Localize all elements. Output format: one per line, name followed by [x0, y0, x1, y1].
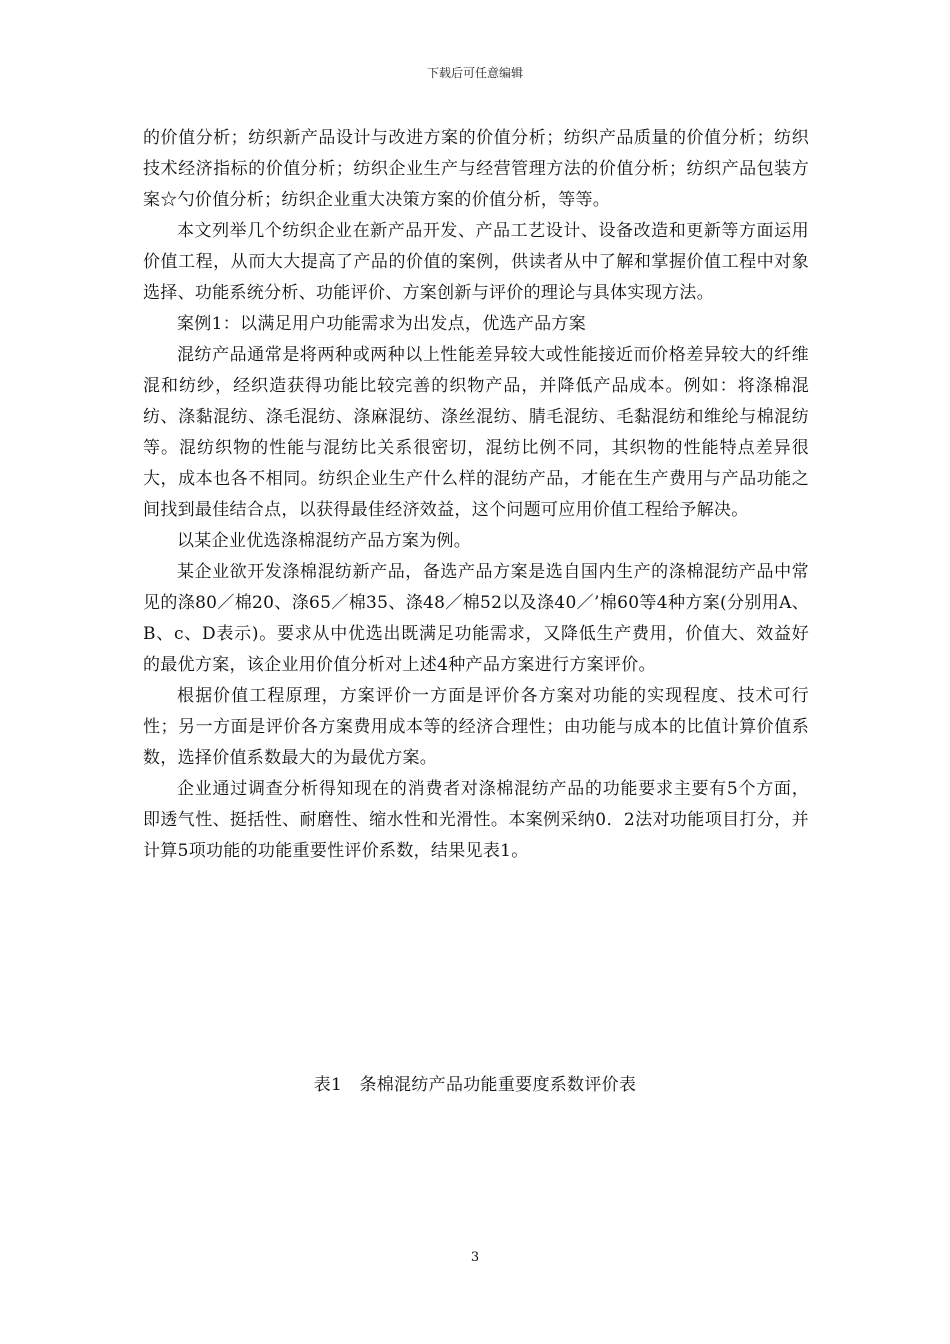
page-number: 3: [470, 1250, 480, 1265]
paragraph-principle: 根据价值工程原理，方案评价一方面是评价各方案对功能的实现程度、技术可行性；另一方面是评价各方案费用成本等的经济合理性；由功能与成本的比值计算价值系数，选择价值系数最大的为最优方案。: [143, 686, 809, 768]
paragraph-intro: 本文列举几个纺织企业在新产品开发、产品工艺设计、设备改造和更新等方面运用价值工程，从而大大提高了产品的价值的案例，供读者从中了解和掌握价值工程中对象选择、功能系统分析、功能评价、方案创新与评价的理论与具体实现方法。: [143, 221, 809, 303]
table-caption: 表1 条棉混纺产品功能重要度系数评价表: [313, 1075, 637, 1095]
paragraph-case-heading: 案例1：以满足用户功能需求为出发点，优选产品方案: [177, 314, 587, 334]
paragraph-survey: 企业通过调查分析得知现在的消费者对涤棉混纺产品的功能要求主要有5个方面，即透气性、挺括性、耐磨性、缩水性和光滑性。本案例采纳0．2法对功能项目打分，并计算5项功能的功能重要性评价系数，结果见表1。: [143, 779, 809, 861]
page-header: 下载后可任意编辑: [426, 66, 523, 80]
paragraph-continuation: 的价值分析；纺织新产品设计与改进方案的价值分析；纺织产品质量的价值分析；纺织技术经济指标的价值分析；纺织企业生产与经营管理方法的价值分析；纺织产品包装方案☆勺价值分析；纺织企业重大决策方案的价值分析，等等。: [143, 128, 809, 210]
paragraph-example: 以某企业优选涤棉混纺产品方案为例。: [177, 531, 472, 551]
paragraph-schemes: 某企业欲开发涤棉混纺新产品，备选产品方案是选自国内生产的涤棉混纺产品中常见的涤80／棉20、涤65／棉35、涤48／棉52以及涤40／’棉60等4种方案(分别用A、B、c、D表示)。要求从中优选出既满足功能需求，又降低生产费用，价值大、效益好的最优方案，该企业用价值分析对上述4种产品方案进行方案评价。: [143, 562, 809, 675]
body-text: [143, 123, 809, 867]
paragraph-blend-products: 混纺产品通常是将两种或两种以上性能差异较大或性能接近而价格差异较大的纤维混和纺纱，经织造获得功能比较完善的织物产品，并降低产品成本。例如：将涤棉混纺、涤黏混纺、涤毛混纺、涤麻混纺、涤丝混纺、腈毛混纺、毛黏混纺和维纶与棉混纺等。混纺织物的性能与混纺比关系很密切，混纺比例不同，其织物的性能特点差异很大，成本也各不相同。纺织企业生产什么样的混纺产品，才能在生产费用与产品功能之间找到最佳结合点，以获得最佳经济效益，这个问题可应用价值工程给予解决。: [143, 345, 809, 520]
